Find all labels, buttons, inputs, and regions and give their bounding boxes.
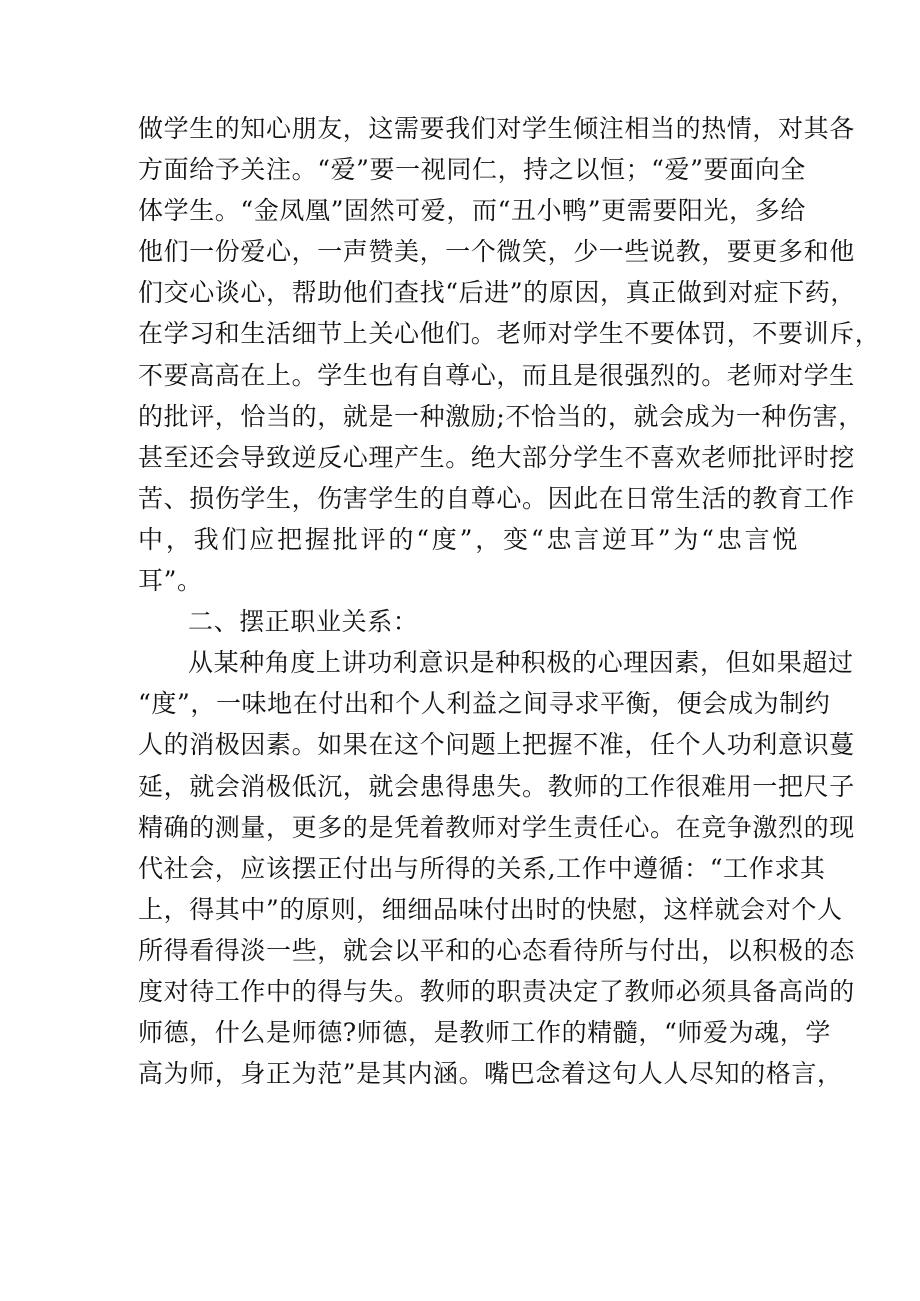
- text-line: “度”，一味地在付出和个人利益之间寻求平衡，便会成为制约: [138, 689, 831, 719]
- text-line: 人的消极因素。如果在这个问题上把握不准，任个人功利意识蔓: [138, 730, 855, 760]
- text-line: 们交心谈心，帮助他们查找“后进”的原因，真正做到对症下药，: [138, 278, 856, 308]
- text-line: 所得看得淡一些，就会以平和的心态看待所与付出，以积极的态: [138, 935, 855, 965]
- text-line: 他们一份爱心，一声赞美，一个微笑，少一些说教，要更多和他: [138, 237, 855, 267]
- text-line: 代社会，应该摆正付出与所得的关系,工作中遵循：“工作求其: [138, 853, 826, 883]
- heading-text: 二、摆正职业关系：: [188, 607, 419, 637]
- paragraph-professional-relations: [138, 642, 855, 1094]
- text-line: 在学习和生活细节上关心他们。老师对学生不要体罚，不要训斥，: [138, 319, 881, 349]
- text-line: 方面给予关注。“爱”要一视同仁，持之以恒；“爱”要面向全: [138, 155, 806, 185]
- text-line: 耳”。: [138, 566, 203, 596]
- text-line: 中，我们应把握批评的“度”，变“忠言逆耳”为“忠言悦: [138, 524, 798, 554]
- text-line: 做学生的知心朋友，这需要我们对学生倾注相当的热情，对其各: [138, 114, 855, 143]
- text-line: 甚至还会导致逆反心理产生。绝大部分学生不喜欢老师批评时挖: [138, 442, 855, 472]
- text-line: 的批评，恰当的，就是一种激励;不恰当的，就会成为一种伤害，: [138, 401, 864, 431]
- text-line: 苦、损伤学生，伤害学生的自尊心。因此在日常生活的教育工作: [138, 483, 855, 513]
- text-line: 不要高高在上。学生也有自尊心，而且是很强烈的。老师对学生: [138, 360, 855, 390]
- section-heading: [138, 601, 798, 642]
- text-line: 延，就会消极低沉，就会患得患失。教师的工作很难用一把尺子: [138, 771, 855, 801]
- text-line: 体学生。“金凤凰”固然可爱，而“丑小鸭”更需要阳光，多给: [138, 196, 806, 226]
- text-line: 师德，什么是师德?师德，是教师工作的精髓，“师爱为魂，学: [138, 1018, 831, 1048]
- text-line: 高为师，身正为范”是其内涵。嘴巴念着这句人人尽知的格言，: [138, 1059, 843, 1089]
- text-line: 精确的测量，更多的是凭着教师对学生责任心。在竞争激烈的现: [138, 812, 855, 842]
- paragraph-care-for-students: [138, 108, 881, 601]
- text-line: 上，得其中”的原则，细细品味付出时的快慰，这样就会对个人: [138, 894, 843, 924]
- text-line: 度对待工作中的得与失。教师的职责决定了教师必须具备高尚的: [138, 976, 855, 1006]
- document-body: [138, 108, 881, 1094]
- text-line: 从某种角度上讲功利意识是种积极的心理因素，但如果超过: [188, 648, 854, 678]
